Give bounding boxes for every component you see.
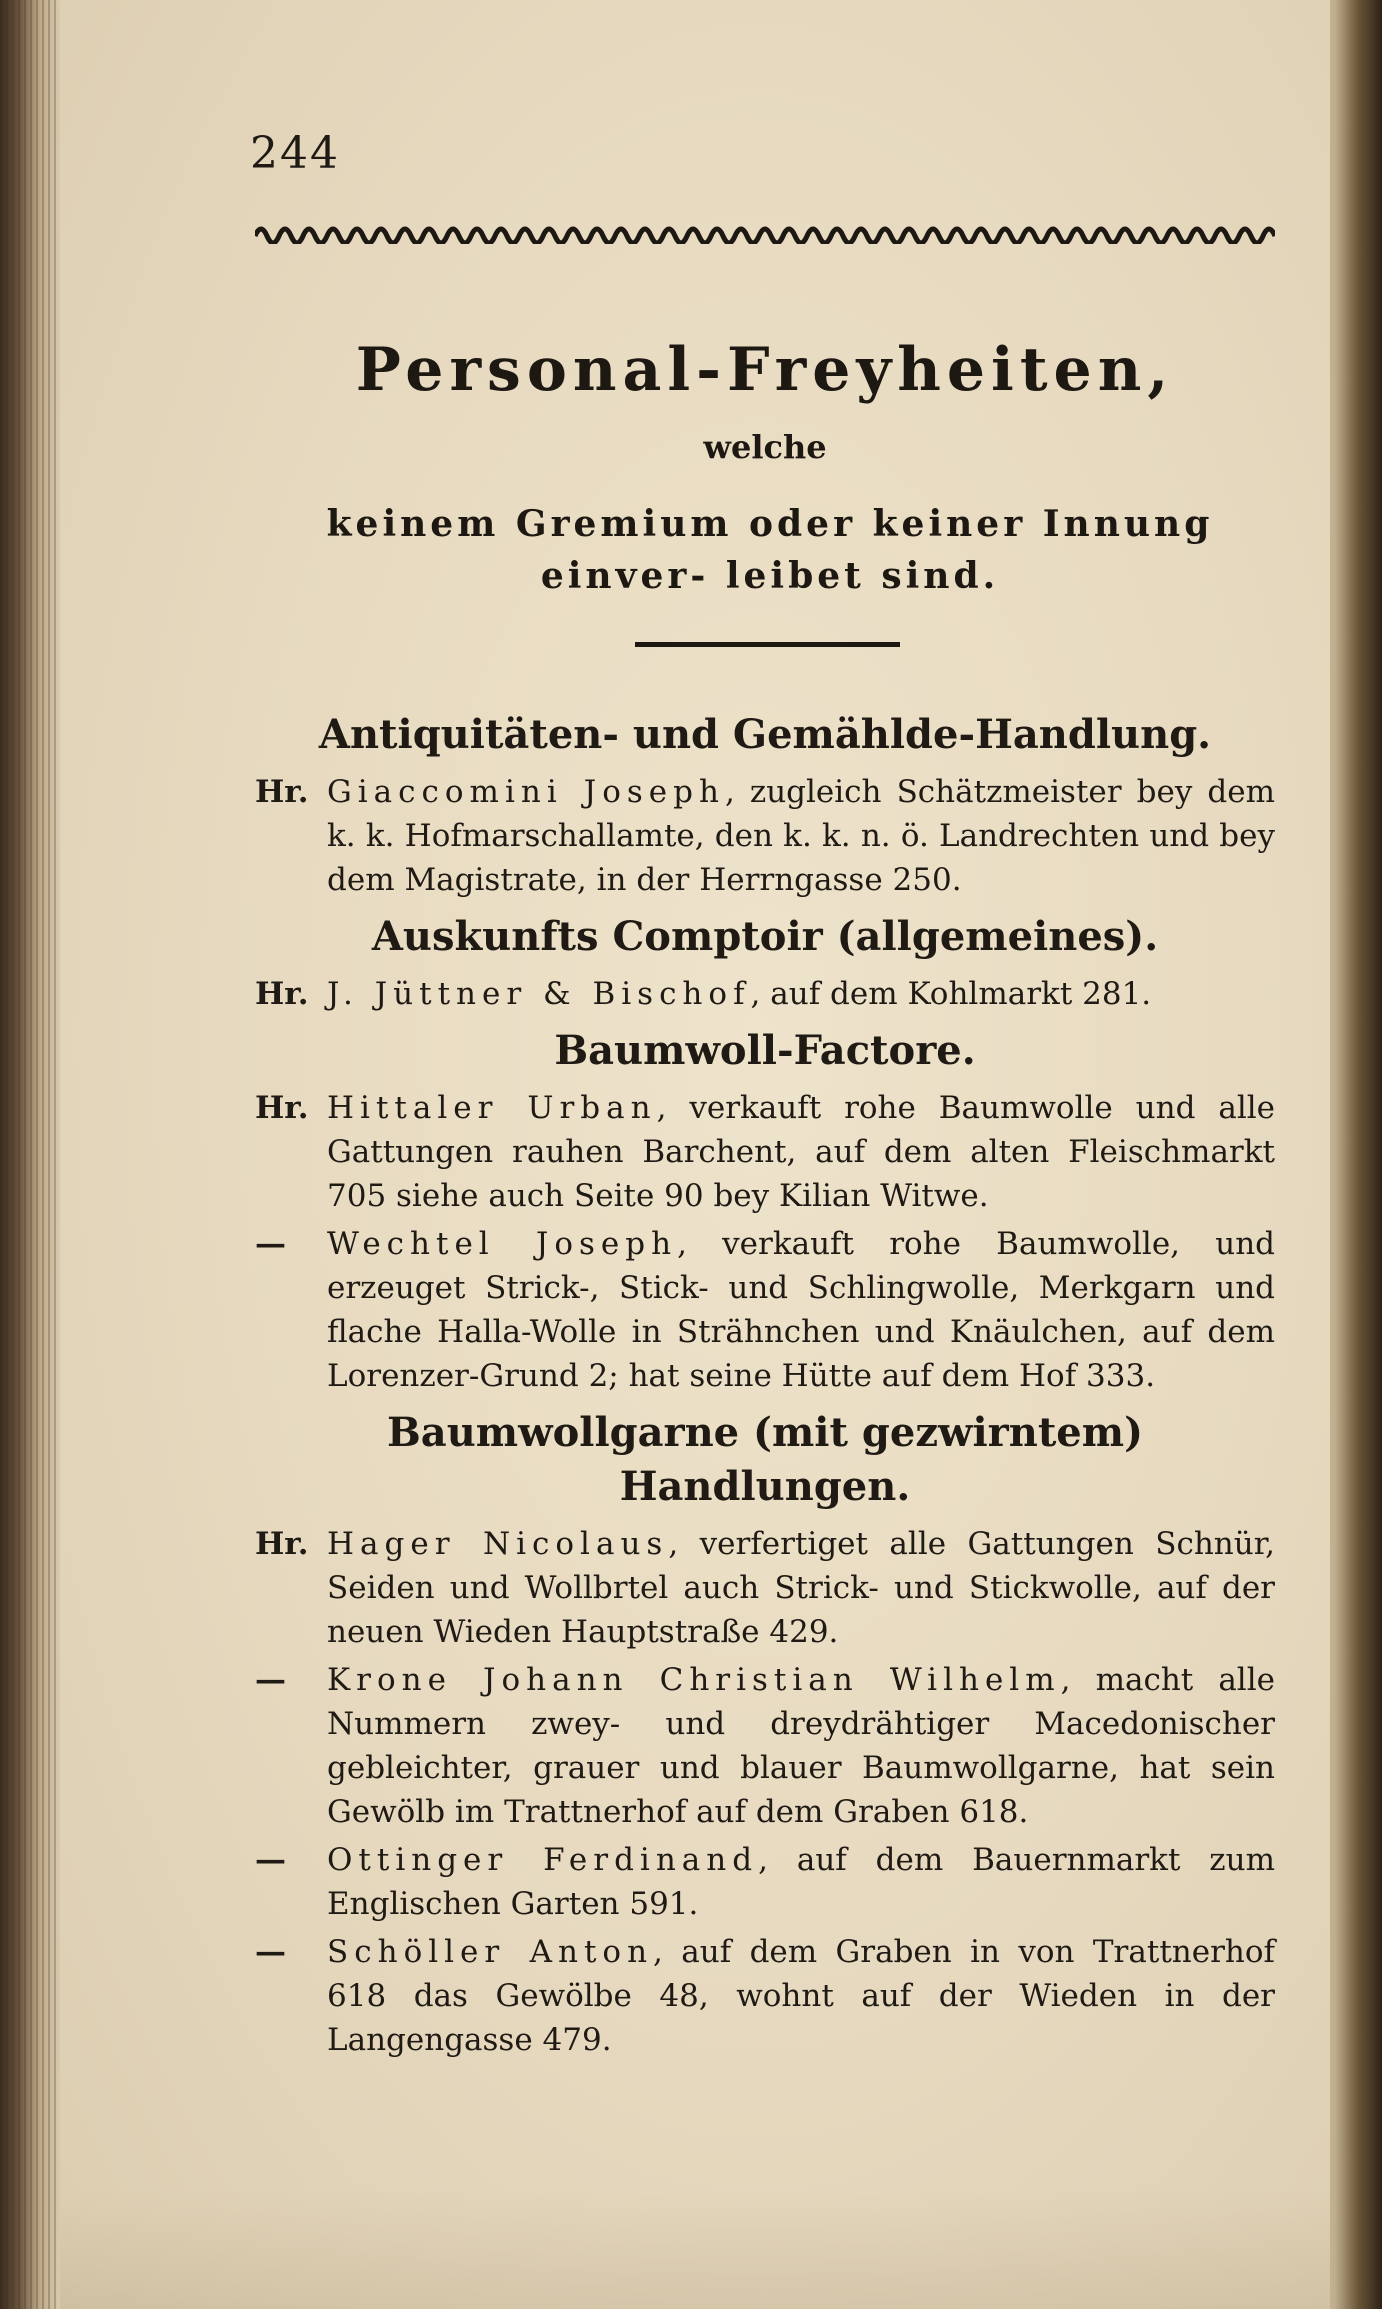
entry-text: , verkauft rohe Baumwolle, und erzeuget Strick-, Stick- und Schlingwolle, Merkgarn und flache Halla-Wolle in Strähnchen und Knäulchen, auf dem Lorenzer-Grund 2; hat seine Hütte auf dem Hof 333.: [327, 1226, 1276, 1394]
page-subtitle-2: keinem Gremium oder keiner Innung einver- leibet sind.: [326, 503, 1214, 597]
entry-prefix: Hr.: [255, 774, 309, 810]
entry-name: Schöller Anton: [327, 1934, 654, 1970]
page-subtitle: welche: [703, 428, 827, 466]
section-heading: Baumwoll-Factore.: [554, 1027, 976, 1074]
entry-name: J. Jüttner & Bischof: [327, 976, 751, 1012]
entry-name: Giaccomini Joseph: [327, 774, 725, 810]
ornamental-rule: [255, 218, 1275, 244]
entry-prefix: —: [255, 1662, 286, 1698]
list-item: [255, 1086, 1275, 1218]
entry-name: Hager Nicolaus: [327, 1526, 669, 1562]
entry-name: Ottinger Ferdinand: [327, 1842, 759, 1878]
directory-content: [255, 700, 1275, 2066]
list-item: [255, 770, 1275, 902]
entry-text: , auf dem Graben in von Trattnerhof 618 das Gewölbe 48, wohnt auf der Wieden in der Langengasse 479.: [327, 1934, 1276, 2058]
entry-prefix: Hr.: [255, 1090, 309, 1126]
entry-prefix: Hr.: [255, 976, 309, 1012]
entry-text: , auf dem Kohlmarkt 281.: [750, 976, 1152, 1012]
page-edges: [0, 0, 60, 2309]
list-item: [255, 972, 1275, 1016]
list-item: [255, 1838, 1275, 1926]
list-item: [255, 1930, 1275, 2062]
divider-rule: [635, 642, 900, 647]
list-item: [255, 1522, 1275, 1654]
entry-text: , auf dem Bauernmarkt zum Englischen Garten 591.: [327, 1842, 1275, 1922]
entry-name: Hittaler Urban: [327, 1090, 657, 1126]
entry-prefix: —: [255, 1226, 286, 1262]
entry-prefix: —: [255, 1842, 286, 1878]
section-heading: Auskunfts Comptoir (allgemeines).: [371, 913, 1159, 960]
page-shading: [60, 2189, 1330, 2309]
entry-prefix: —: [255, 1934, 286, 1970]
entry-name: Krone Johann Christian Wilhelm: [327, 1662, 1061, 1698]
page-number: 244: [250, 128, 340, 179]
page-title: Personal-Freyheiten,: [355, 335, 1175, 405]
entry-text: , macht alle Nummern zwey- und dreydrähtiger Macedonischer gebleichter, grauer und blauer Baumwollgarne, hat sein Gewölb im Trattnerhof auf dem Graben 618.: [327, 1662, 1275, 1830]
entry-text: , verkauft rohe Baumwolle und alle Gattungen rauhen Barchent, auf dem alten Fleischmarkt 705 siehe auch Seite 90 bey Kilian Witwe.: [327, 1090, 1276, 1214]
section-heading: Antiquitäten- und Gemählde-Handlung.: [318, 711, 1212, 758]
entry-text: , zugleich Schätzmeister bey dem k. k. Hofmarschallamte, den k. k. n. ö. Landrechten und bey dem Magistrate, in der Herrngasse 250.: [327, 774, 1275, 898]
entry-name: Wechtel Joseph: [327, 1226, 678, 1262]
entry-text: , verfertiget alle Gattungen Schnür, Seiden und Wollbrtel auch Strick- und Stickwolle, auf der neuen Wieden Hauptstraße 429.: [327, 1526, 1275, 1650]
section-heading: Baumwollgarne (mit gezwirntem) Handlungen.: [387, 1409, 1143, 1510]
list-item: [255, 1658, 1275, 1834]
list-item: [255, 1222, 1275, 1398]
entry-prefix: Hr.: [255, 1526, 309, 1562]
